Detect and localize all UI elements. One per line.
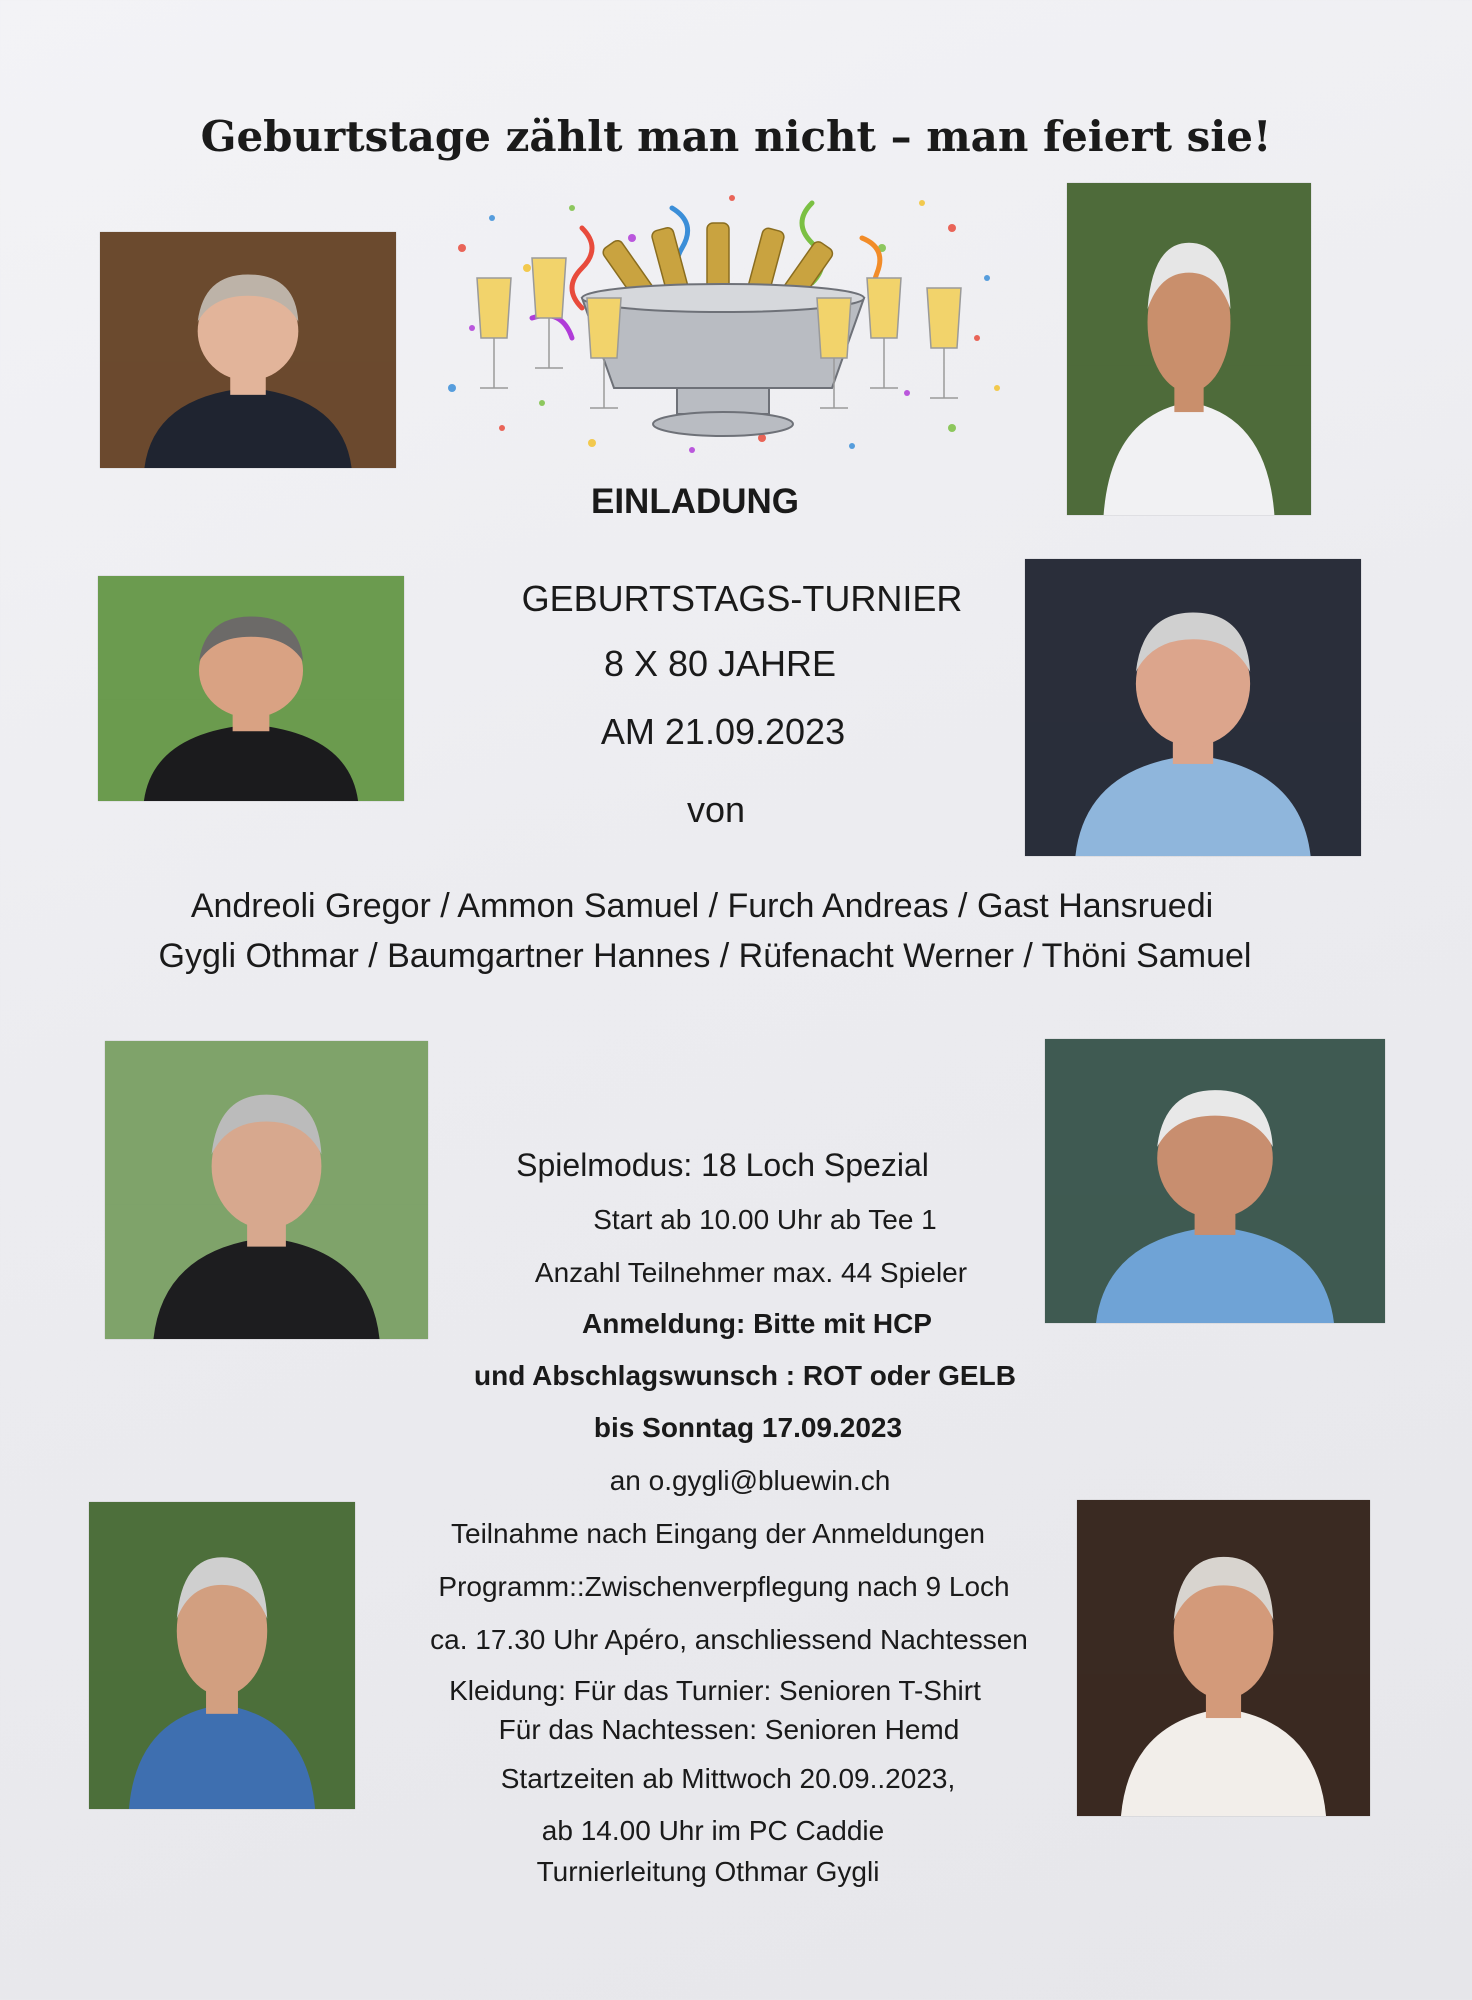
from-label: von: [686, 789, 746, 830]
invitation-title: EINLADUNG: [590, 482, 800, 521]
portrait-icon: [1067, 183, 1311, 515]
game-mode: Spielmodus: 18 Loch Spezial: [516, 1147, 929, 1183]
tee-times-system: ab 14.00 Uhr im PC Caddie: [541, 1815, 885, 1846]
event-name: GEBURTSTAGS-TURNIER: [521, 578, 963, 619]
photo-man-white-polo: [1067, 183, 1311, 515]
organizer: Turnierleitung Othmar Gygli: [536, 1856, 880, 1887]
champagne-icon: [432, 188, 1014, 466]
hosts-line-2: Gygli Othmar / Baumgartner Hannes / Rüfenacht Werner / Thöni Samuel: [158, 937, 1252, 975]
program-note: Programm::Zwischenverpflegung nach 9 Loch: [438, 1571, 1010, 1602]
portrait-icon: [100, 232, 396, 468]
tee-times: Startzeiten ab Mittwoch 20.09..2023,: [500, 1763, 956, 1794]
event-date: AM 21.09.2023: [600, 711, 846, 752]
registration-note: Anmeldung: Bitte mit HCP: [582, 1308, 932, 1339]
registration-deadline: bis Sonntag 17.09.2023: [593, 1412, 903, 1443]
hosts-line-1: Andreoli Gregor / Ammon Samuel / Furch Andreas / Gast Hansruedi: [190, 887, 1214, 925]
start-time: Start ab 10.00 Uhr ab Tee 1: [593, 1204, 937, 1235]
event-subtitle: 8 X 80 JAHRE: [603, 643, 837, 684]
headline: Geburtstage zählt man nicht – man feiert sie!: [200, 112, 1272, 161]
evening-program: ca. 17.30 Uhr Apéro, anschliessend Nachtessen: [430, 1624, 1028, 1655]
registration-email: an o.gygli@bluewin.ch: [609, 1465, 891, 1496]
dress-code-tournament: Kleidung: Für das Turnier: Senioren T-Shirt: [449, 1675, 981, 1706]
portrait-icon: [105, 1041, 428, 1339]
dress-code-dinner: Für das Nachtessen: Senioren Hemd: [498, 1714, 960, 1745]
photo-man-black-cap: [105, 1041, 428, 1339]
photo-man-glasses-dark-sweater: [100, 232, 396, 468]
champagne-bucket-illustration: [432, 188, 1014, 466]
participation-order: Teilnahme nach Eingang der Anmeldungen: [451, 1518, 985, 1549]
tee-wish-note: und Abschlagswunsch : ROT oder GELB: [474, 1360, 1016, 1391]
participant-limit: Anzahl Teilnehmer max. 44 Spieler: [534, 1257, 968, 1288]
